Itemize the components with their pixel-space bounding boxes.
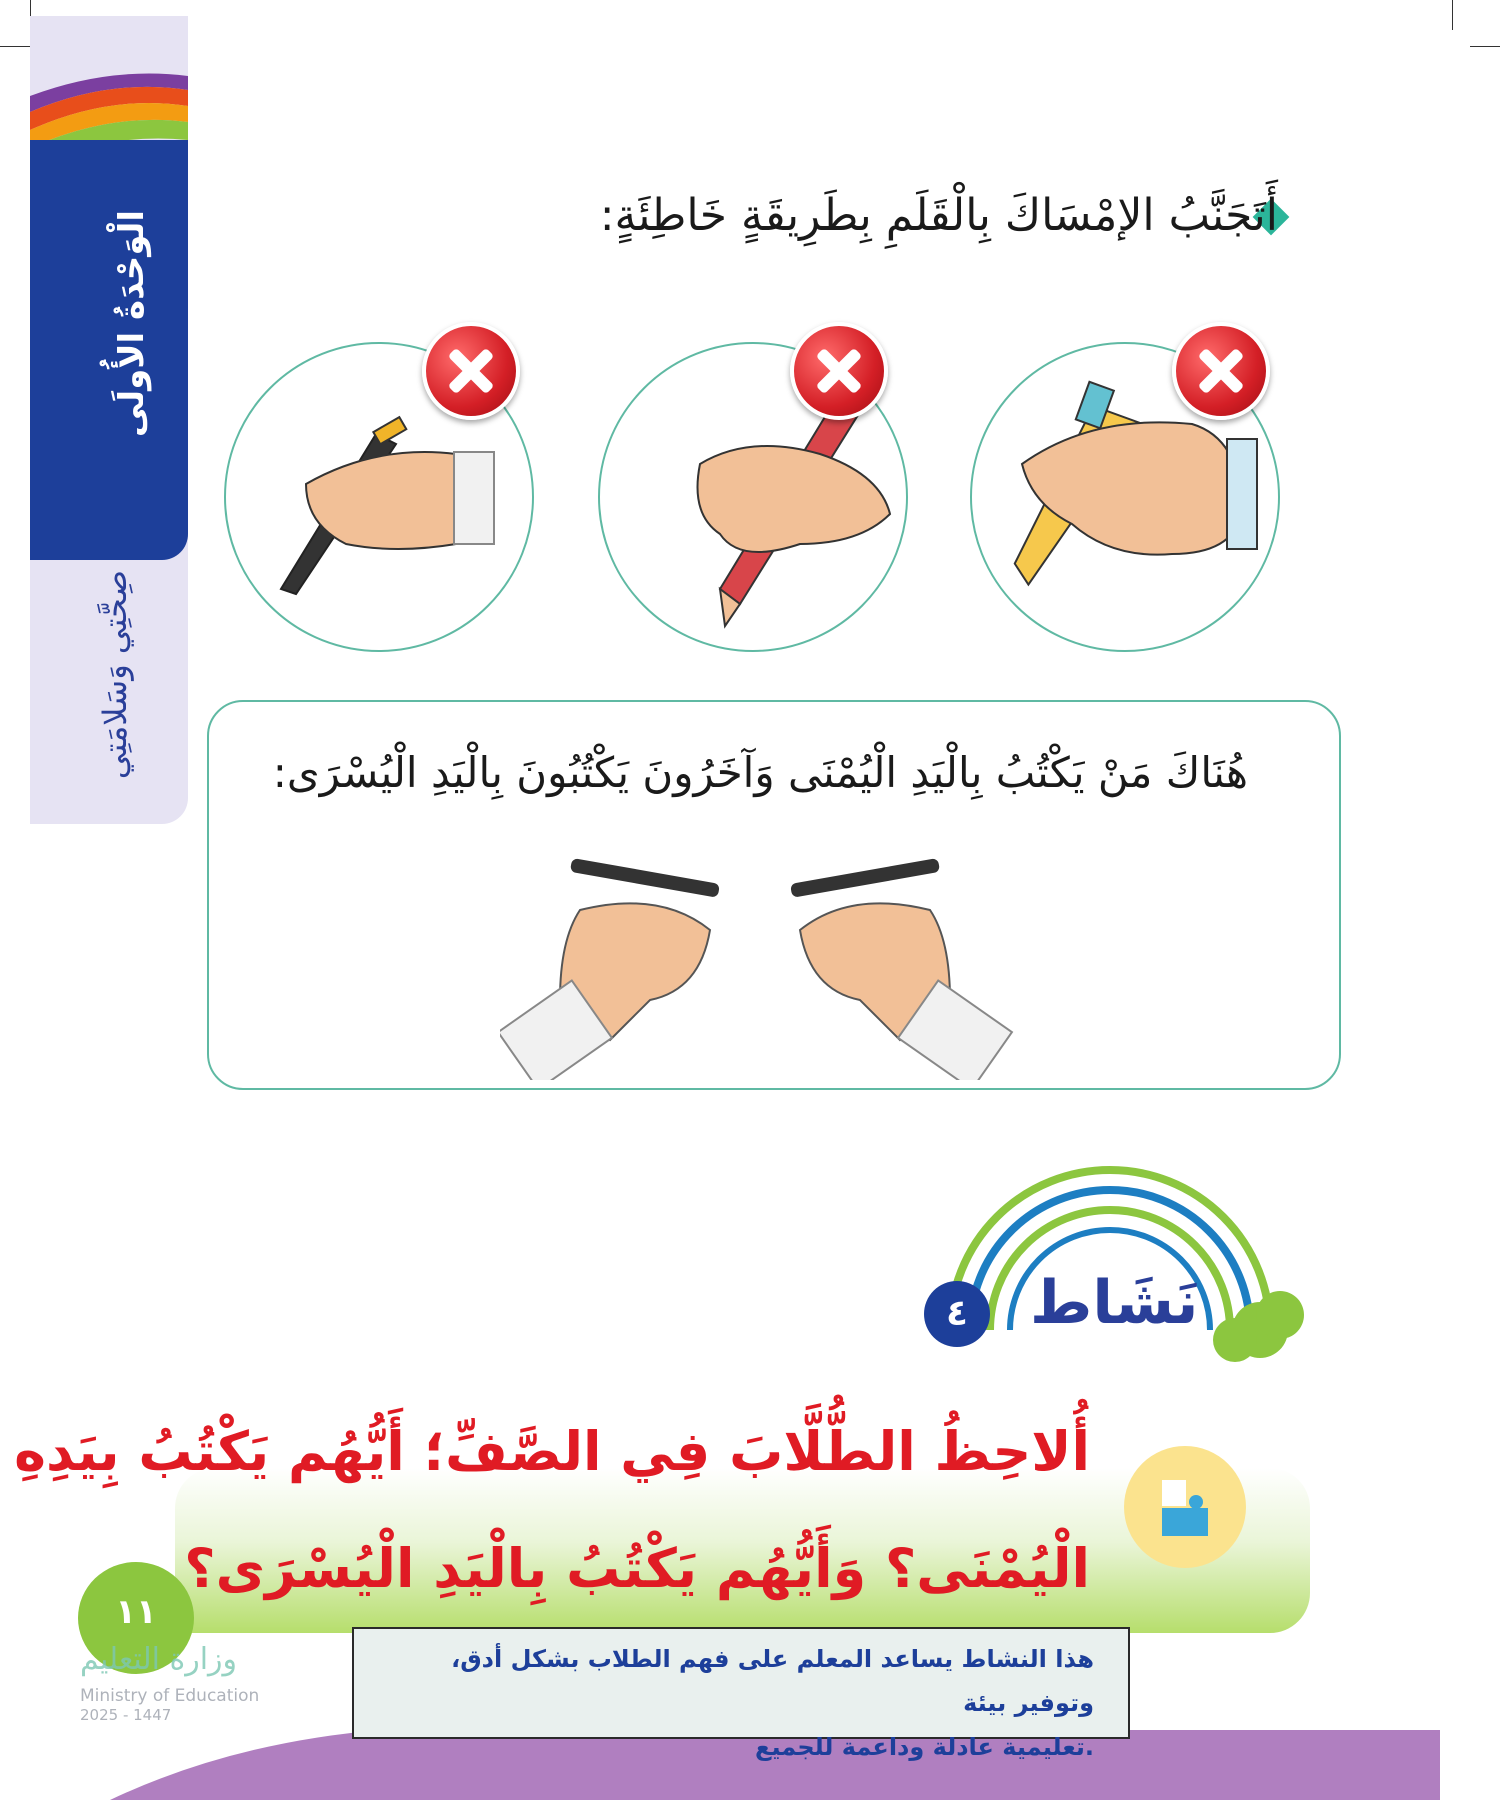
wrong-x-icon (790, 322, 888, 420)
teacher-note-line-1: هذا النشاط يساعد المعلم على فهم الطلاب بشكل أدق، وتوفير بيئة (451, 1645, 1094, 1717)
handedness-text: هُنَاكَ مَنْ يَكْتُبُ بِالْيَدِ الْيُمْنَى وَآخَرُونَ يَكْتُبُونَ بِالْيَدِ الْيُسْرَى: (272, 748, 1248, 797)
ministry-logo-arabic: وزارة التعليم (80, 1642, 238, 1677)
puzzle-piece-shape (1124, 1446, 1246, 1568)
activity-question-line-2: الْيُمْنَى؟ وَأَيُّهُم يَكْتُبُ بِالْيَدِ الْيُسْرَى؟ (184, 1537, 1090, 1600)
puzzle-icon (1124, 1446, 1246, 1568)
unit-title: الْوَحْدَةُ الأُولَى (112, 210, 152, 438)
unit-title-block (30, 140, 188, 560)
ministry-logo-english: Ministry of Education (80, 1686, 260, 1706)
wrong-x-icon (1172, 322, 1270, 420)
wrong-x-icon (422, 322, 520, 420)
activity-question-line-1: أُلاحِظُ الطُّلَّابَ فِي الصَّفِّ؛ أَيُّهُم يَكْتُبُ بِيَدِهِ (14, 1420, 1090, 1483)
activity-label: نَشَاط (1030, 1268, 1199, 1338)
crop-mark (0, 46, 30, 47)
left-and-right-hands-writing-illustration (500, 850, 1020, 1080)
teacher-note-line-2: .تعليمية عادلة وداعمة للجميع (755, 1733, 1094, 1761)
crop-mark (1452, 0, 1453, 30)
activity-number: ٤ (924, 1281, 990, 1347)
unit-subtitle: صِحَّتِي وَسَلامَتِي (96, 570, 134, 780)
teacher-note-box (352, 1627, 1130, 1761)
section-heading: أَتَجَنَّبُ الإمْسَاكَ بِالْقَلَمِ بِطَرِيقَةٍ خَاطِئَةٍ: (599, 190, 1278, 241)
ministry-logo-year: 2025 - 1447 (80, 1706, 172, 1724)
teacher-note-text (374, 1637, 1094, 1769)
rainbow-decoration (930, 1130, 1310, 1380)
page-number: ١١ (115, 1592, 157, 1632)
crop-mark (1470, 46, 1500, 47)
